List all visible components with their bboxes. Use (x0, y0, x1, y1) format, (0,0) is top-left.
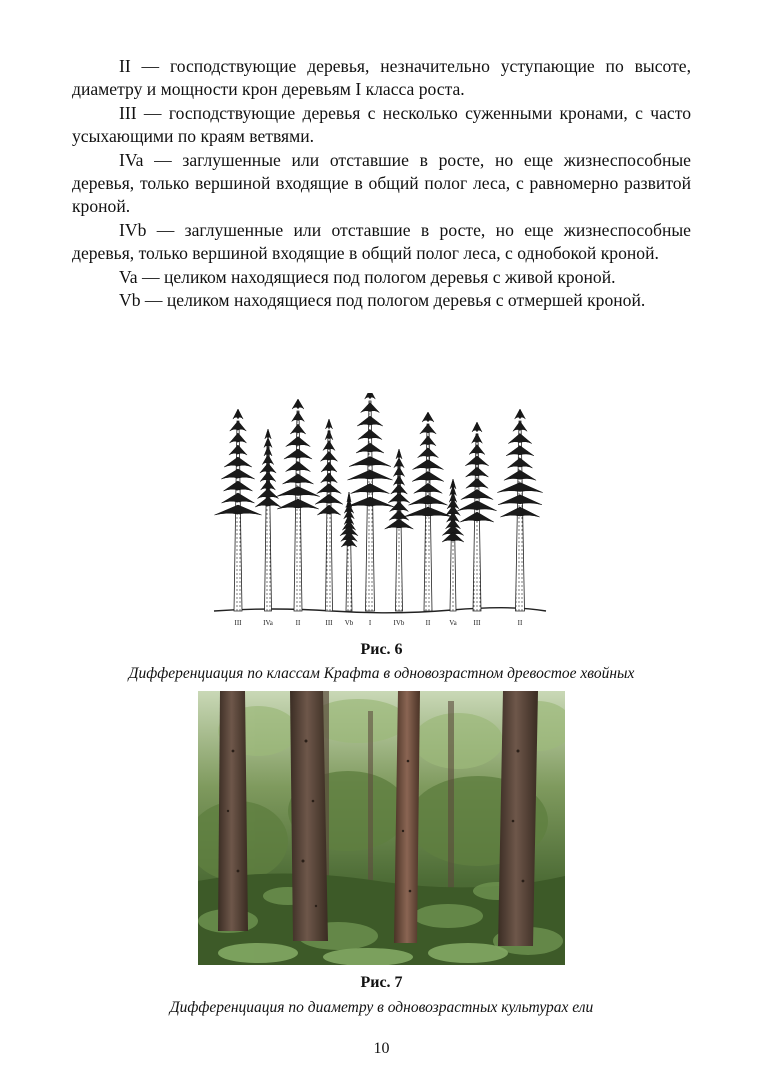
tree-label: Vb (344, 619, 354, 627)
tree-1 (215, 409, 262, 611)
tree-label: III (234, 619, 242, 627)
tree-10 (457, 422, 496, 611)
paragraph-class-ii: II — господствующие деревья, незначительно уступающие по высоте, диаметру и мощности крон деревьям I класса роста. (72, 56, 691, 100)
tree-9 (442, 479, 464, 611)
kraft-classes-drawing (212, 393, 548, 633)
tree-label: Va (449, 619, 457, 627)
figure7-title: Рис. 7 (360, 974, 403, 991)
tree-3 (276, 399, 319, 611)
tree-5 (340, 492, 358, 611)
figure6-caption: Дифференциация по классам Крафта в одновозрастном древостое хвойных (128, 665, 635, 682)
tree-label: I (368, 619, 372, 627)
paragraph-class-ivb: IVb — заглушенные или отставшие в росте, но еще жизнеспособные деревья, только вершиной входящие в общий полог леса, с однобокой кроной. (72, 219, 691, 264)
paragraph-class-iii: III — господствующие деревья с несколько суженными кронами, с часто усыхающими по краям ветвями. (72, 102, 691, 147)
tree-11 (497, 409, 542, 611)
paragraph-class-iva: IVa — заглушенные или отставшие в росте, но еще жизнеспособные деревья, только вершиной входящие в общий полог леса, с равномерно развитой кроной. (72, 149, 691, 217)
tree-label: IVb (393, 619, 405, 627)
tree-4 (315, 419, 343, 611)
tree-label: III (325, 619, 333, 627)
figure6-title: Рис. 6 (360, 641, 403, 658)
body-text (72, 55, 691, 312)
tree-label: III (473, 619, 481, 627)
tree-label: II (425, 619, 431, 627)
tree-2 (255, 429, 281, 611)
paragraph-class-vb: Vb — целиком находящиеся под пологом деревья с отмершей кроной. (119, 290, 646, 311)
page-number: 10 (373, 1040, 390, 1057)
tree-7 (385, 449, 414, 611)
tree-label: II (517, 619, 523, 627)
tree-label: II (295, 619, 301, 627)
paragraph-class-va: Va — целиком находящиеся под пологом деревья с живой кроной. (119, 266, 616, 287)
figure7-caption: Дифференциация по диаметру в одновозрастных культурах ели (169, 999, 594, 1016)
tree-6 (346, 393, 395, 611)
tree-label: IVa (263, 619, 273, 627)
tree-8 (403, 412, 453, 611)
spruce-stand-photo (198, 691, 565, 965)
